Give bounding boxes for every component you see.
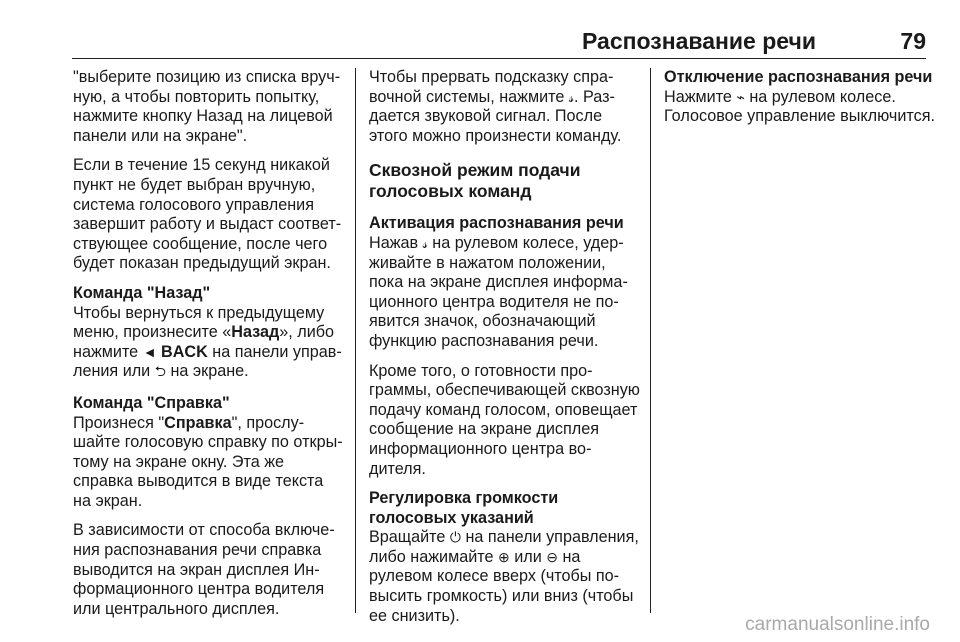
voice-icon: 𝓈 (568, 88, 575, 105)
page-number: 79 (900, 28, 926, 54)
return-icon: ⮌ (154, 363, 166, 380)
volume-up-icon: ⊕ (497, 548, 510, 565)
back-command-heading: Команда "Назад" (73, 283, 211, 302)
paragraph: Кроме того, о готовности программы, обеспечивающей сквозную подачу команд голосом, оповещает сообщение на экране дисплея информационного центра водителя. (369, 361, 640, 478)
paragraph: "выберите позицию из списка вручную, а чтобы повторить попытку, нажмите кнопку Назад на лицевой панели или на экране". (73, 68, 341, 145)
activation-text: Нажав 𝓈 на рулевом колесе, удерживайте в нажатом положении, пока на экране дисплея информационного центра водителя не появится значок, обозначающий функцию распознавания речи. (369, 233, 628, 350)
help-command-text: Произнеся "Справка", прослушайте голосовую справку по открытому на экране окну. Эта же справка выводится в виде текста на экран. (73, 413, 343, 510)
volume-heading: Регулировка громкости голосовых указаний (369, 489, 559, 527)
paragraph: В зависимости от способа включения распознавания речи справка выводится на экран дисплея Информационного центра водителя или центрального дисплея. (73, 521, 335, 618)
volume-text: Вращайте ⏻ на панели управления, либо нажимайте ⊕ или ⊖ на рулевом колесе вверх (чтобы повысить громкость) или вниз (чтобы ее снизить). (369, 528, 639, 625)
back-arrow-icon: ◄ (142, 343, 157, 360)
help-command-heading: Команда "Справка" (73, 393, 230, 412)
paragraph: Если в течение 15 секунд никакой пункт не будет выбран вручную, система голосового управления завершит работу и выдаст соответствующее сообщение, после чего будет показан предыдущий экран. (73, 156, 342, 273)
watermark: carmanualsonline.info (745, 614, 930, 635)
column-divider (355, 68, 356, 613)
power-knob-icon: ⏻ (449, 529, 461, 546)
column-divider (650, 68, 651, 613)
section-heading: Сквозной режим подачи голосовых команд (369, 160, 581, 202)
volume-down-icon: ⊖ (546, 548, 558, 565)
mute-call-icon: ⌁ (736, 88, 745, 105)
activation-heading: Активация распознавания речи (369, 214, 624, 233)
column-3 (664, 68, 936, 137)
voice-icon: 𝓈 (422, 234, 428, 251)
column-2 (369, 68, 641, 636)
paragraph: Чтобы прервать подсказку справочной системы, нажмите 𝓈. Раздается звуковой сигнал. После этого можно произнести команду. (369, 68, 622, 145)
disable-heading: Отключение распознавания речи (664, 68, 933, 86)
page-header (72, 28, 926, 59)
chapter-title: Распознавание речи (582, 28, 816, 54)
disable-text: Нажмите ⌁ на рулевом колесе. Голосовое управление выключится. (664, 87, 935, 126)
back-command-text: Чтобы вернуться к предыдущему меню, произнесите «Назад», либо нажмите ◄ BACK на панели управления или ⮌ на экране. (73, 303, 342, 381)
column-1 (73, 68, 345, 629)
